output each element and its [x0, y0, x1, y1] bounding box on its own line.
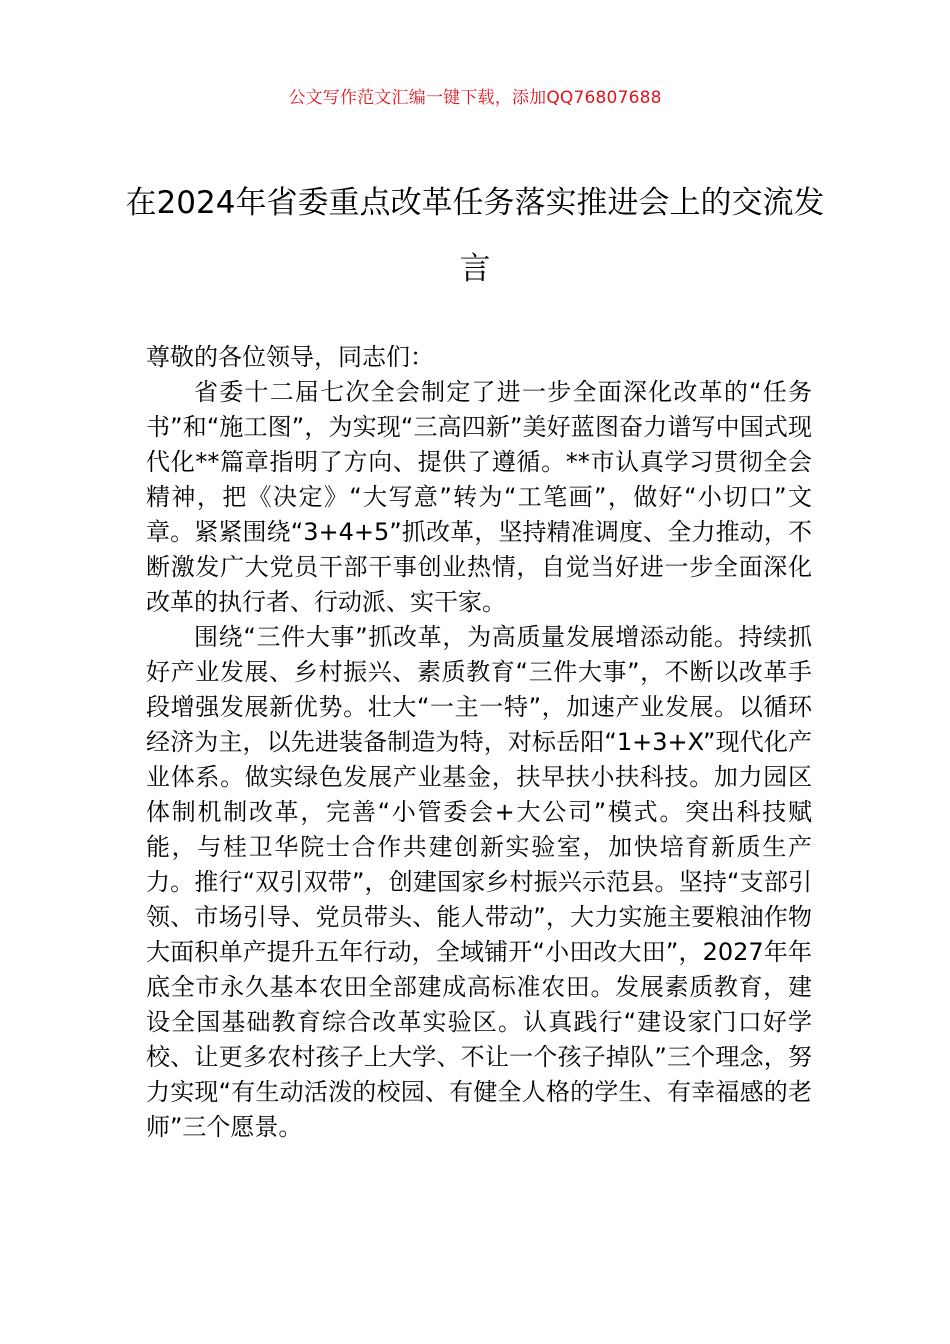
salutation: 尊敬的各位领导，同志们：	[146, 343, 434, 371]
download-notice: 公文写作范文汇编一键下载，添加QQ76807688	[288, 88, 662, 108]
document-body	[146, 340, 812, 1145]
paragraph-1: 省委十二届七次全会制定了进一步全面深化改革的“任务书”和“施工图”，为实现“三高四新”美好蓝图奋力谱写中国式现代化**篇章指明了方向、提供了遵循。**市认真学习贯彻全会精神，把《决定》“大写意”转为“工笔画”，做好“小切口”文章。紧紧围绕“3+4+5”抓改革，坚持精准调度、全力推动，不断激发广大党员干部干事创业热情，自觉当好进一步全面深化改革的执行者、行动派、实干家。	[146, 378, 812, 616]
paragraph-2: 围绕“三件大事”抓改革，为高质量发展增添动能。持续抓好产业发展、乡村振兴、素质教育“三件大事”，不断以改革手段增强发展新优势。壮大“一主一特”，加速产业发展。以循环经济为主，以先进装备制造为特，对标岳阳“1+3+X”现代化产业体系。做实绿色发展产业基金，扶早扶小扶科技。加力园区体制机制改革，完善“小管委会+大公司”模式。突出科技赋能，与桂卫华院士合作共建创新实验室，加快培育新质生产力。推行“双引双带”，创建国家乡村振兴示范县。坚持“支部引领、市场引导、党员带头、能人带动”，大力实施主要粮油作物大面积单产提升五年行动，全域铺开“小田改大田”，2027年年底全市永久基本农田全部建成高标准农田。发展素质教育，建设全国基础教育综合改革实验区。认真践行“建设家门口好学校、让更多农村孩子上大学、不让一个孩子掉队”三个理念，努力实现“有生动活泼的校园、有健全人格的学生、有幸福感的老师”三个愿景。	[146, 623, 812, 1141]
document-title: 在2024年省委重点改革任务落实推进会上的交流发言	[125, 185, 825, 287]
